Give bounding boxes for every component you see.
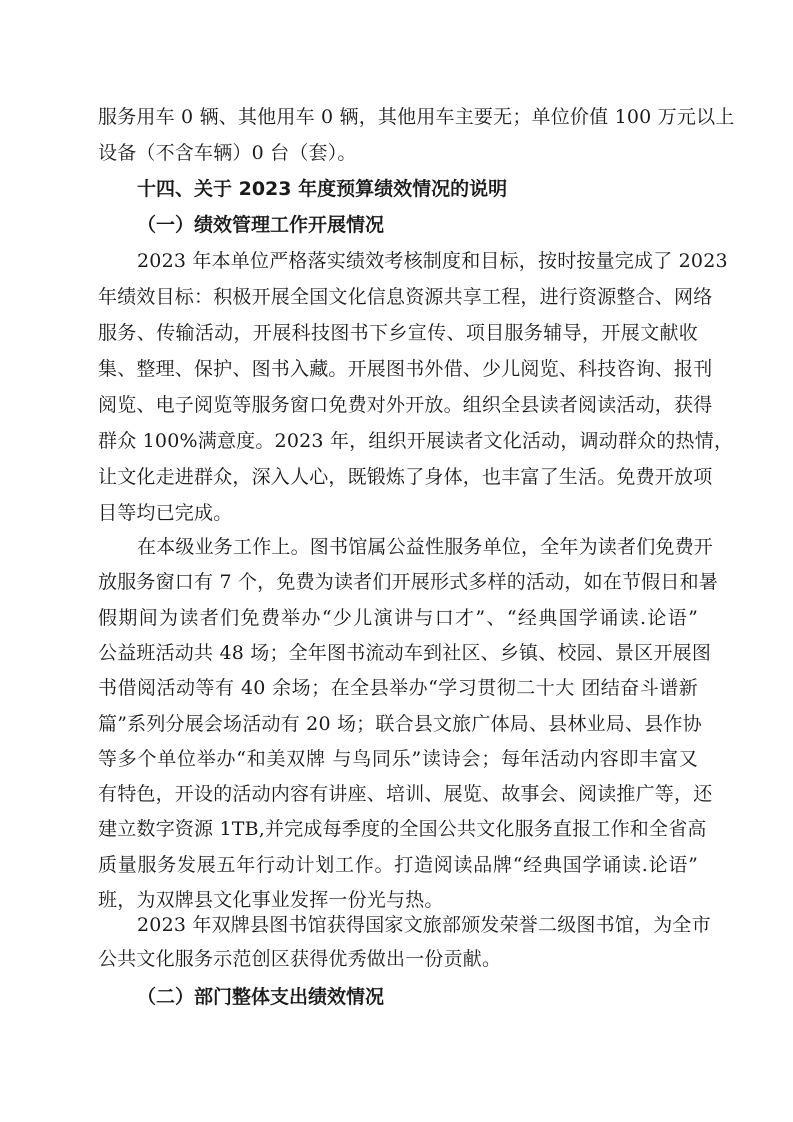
para1-line-3: 服务、传输活动，开展科技图书下乡宣传、项目服务辅导，开展文献收: [98, 322, 698, 344]
para1-line-4: 集、整理、保护、图书入藏。开展图书外借、少儿阅览、科技咨询、报刊: [98, 358, 713, 380]
para2-line-7: 等多个单位举办“和美双牌 与鸟同乐”读诗会；每年活动内容即丰富又: [98, 747, 698, 770]
para1-line-6: 群众 100%满意度。2023 年，组织开展读者文化活动，调动群众的热情，: [98, 430, 734, 452]
para2-line-6: 篇”系列分展会场活动有 20 场；联合县文旅广体局、县林业局、县作协: [98, 712, 702, 735]
para2-line-5: 书借阅活动等有 40 余场；在全县举办“学习贯彻二十大 团结奋斗谱新: [98, 677, 698, 700]
para3-line-2: 公共文化服务示范创区获得优秀做出一份贡献。: [98, 948, 502, 970]
para1-line-8: 目等均已完成。: [98, 502, 233, 524]
para3-line-1: 2023 年双牌县图书馆获得国家文旅部颁发荣誉二级图书馆，为全市: [137, 914, 711, 936]
intro-line-2: 设备（不含车辆）0 台（套）。: [98, 142, 357, 164]
section-heading: 十四、关于 2023 年度预算绩效情况的说明: [137, 178, 508, 200]
para2-line-10: 质量服务发展五年行动计划工作。打造阅读品牌“经典国学诵读.论语”: [98, 853, 698, 876]
subsection-1-heading: （一）绩效管理工作开展情况: [137, 214, 385, 236]
para1-line-5: 阅览、电子阅览等服务窗口免费对外开放。组织全县读者阅读活动，获得: [98, 394, 713, 416]
para1-line-1: 2023 年本单位严格落实绩效考核制度和目标，按时按量完成了 2023: [137, 250, 728, 272]
para2-line-2: 放服务窗口有 7 个，免费为读者们开展形式多样的活动，如在节假日和暑: [98, 571, 718, 594]
para2-line-3: 假期间为读者们免费举办“少儿演讲与口才”、“经典国学诵读.论语”: [98, 606, 698, 629]
para2-line-9: 建立数字资源 1TB,并完成每季度的全国公共文化服务直报工作和全省高: [98, 818, 707, 841]
para1-line-7: 让文化走进群众，深入人心，既锻炼了身体，也丰富了生活。免费开放项: [98, 466, 713, 488]
intro-line-1: 服务用车 0 辆、其他用车 0 辆，其他用车主要无；单位价值 100 万元以上: [98, 106, 735, 128]
para1-line-2: 年绩效目标：积极开展全国文化信息资源共享工程，进行资源整合、网络: [98, 286, 713, 308]
para2-line-4: 公益班活动共 48 场；全年图书流动车到社区、乡镇、校园、景区开展图: [98, 641, 712, 664]
subsection-2-heading: （二）部门整体支出绩效情况: [137, 986, 385, 1008]
para2-line-8: 有特色，开设的活动内容有讲座、培训、展览、故事会、阅读推广等，还: [98, 783, 713, 806]
para2-line-1: 在本级业务工作上。图书馆属公益性服务单位，全年为读者们免费开: [137, 536, 714, 558]
para2-line-11: 班，为双牌县文化事业发挥一份光与热。: [98, 889, 444, 911]
